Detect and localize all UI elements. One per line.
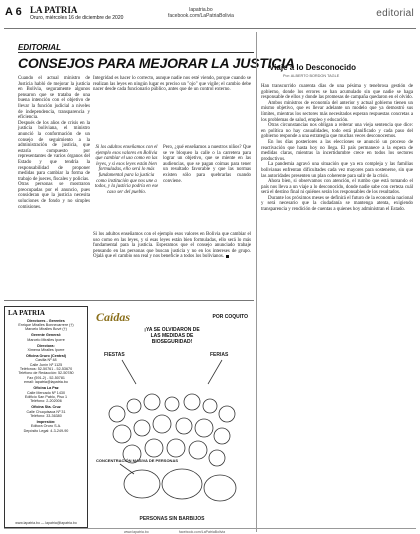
opinion-paragraph: Han transcurrido cuarenta días de una pésima y tenebrosa gestión de gobierno, donde los errores se han acumulado sin que nadie se haga responsable de ellos y donde las promesas de campaña quedaron en el olvido. bbox=[261, 84, 413, 101]
section-name: editorial bbox=[376, 8, 414, 19]
masthead-heading: Oficina La Paz bbox=[33, 386, 59, 391]
masthead-line: Calle Chuquisaca Nº 31 bbox=[26, 409, 66, 414]
masthead-block bbox=[8, 354, 84, 385]
masthead-line: Marcelo Miralles Iporre bbox=[27, 337, 65, 342]
masthead-block bbox=[8, 344, 84, 353]
page-header bbox=[0, 0, 420, 30]
masthead-heading: Gerente General: bbox=[31, 333, 61, 338]
opinion-title: Viaje a lo Desconocido bbox=[269, 63, 356, 72]
editorial-column-2-top: Integridad es hacer lo correcto, aunque nadie nos esté viendo, porque cuando se realizan las leyes en ningún lugar es preciso un "ojo" que vigile; el cambio debe nacer desde cada funcionario público, antes que de un control externo. bbox=[93, 76, 251, 93]
editorial-title: CONSEJOS PARA MEJORAR LA JUSTICIA bbox=[18, 55, 295, 71]
masthead-line: Casilla Nº 48 bbox=[35, 358, 57, 363]
issue-date: Oruro, miércoles 16 de diciembre de 2020 bbox=[30, 15, 124, 21]
opinion-paragraph: Otras circunstancias nos obligan a reiterar una vieja sentencia que dice: en política no hay casualidades, todo está planificado y cada paso del gobierno responde a una estrategia que muchas veces desconocemos. bbox=[261, 123, 413, 140]
page-footer bbox=[4, 528, 416, 534]
masthead-line: Enrique Miralles Bonnecarrere (†) bbox=[18, 322, 74, 327]
masthead-box bbox=[4, 306, 88, 528]
crowd-illustration bbox=[109, 394, 236, 501]
footer-facebook-link[interactable]: facebook.com/LaPatriaBolivia bbox=[179, 530, 226, 534]
opinion-author: Por: ALBERTO BORDON TAGLE bbox=[283, 74, 340, 78]
caption-line: BIOSEGURIDAD! bbox=[151, 338, 193, 345]
facebook-link[interactable]: facebook.com/LaPatriaBolivia bbox=[168, 13, 234, 19]
opinion-paragraph: Ahora bien, si observamos con atención, el rumbo que está tomando el país nos lleva a un viaje a lo desconocido, donde nadie sabe con certeza cuál será el destino final ni quiénes serán los responsables de los resultados. bbox=[261, 179, 413, 196]
masthead-line: Teléfono de Redacción: 52-50780 bbox=[18, 371, 74, 376]
masthead-heading: Directores - Gerentes bbox=[27, 318, 65, 323]
masthead-line: Calle Mercado Nº 1430 bbox=[26, 390, 66, 395]
header-divider bbox=[4, 28, 416, 29]
footer-site-link[interactable]: www.lapatria.bo bbox=[124, 530, 149, 534]
masthead-block bbox=[8, 405, 84, 418]
masthead-line: Marcelo Miralles Bové (†) bbox=[25, 327, 67, 332]
editorial-paragraph: Si los adultos enseñamos con el ejemplo esos valores en Bolivia que cambiar el uso como en las leyes, y si esas leyes están bien formuladas, ello será lo más fundamental para la justicia. Esperamos que el consejo anunciado trabaje pensando en las personas que buscan justicia y no en los intereses de grupo. Ojalá que el cambio sea real y nos beneficie a todos los bolivianos. bbox=[93, 232, 251, 260]
editorial-column-2-side: Pero, ¿qué enseñamos a nuestros niños? Que se ve bloqueo la calle o la carretera para lograr un objetivo, que se miente en las audiencias, que se pagan coimas para tener un resultado favorable y que las normas existen sólo para quebrarlas cuando conviene. bbox=[163, 145, 251, 184]
cartoon-byline: POR COQUITO bbox=[212, 314, 248, 320]
editorial-bottom-rule bbox=[4, 300, 254, 301]
site-link[interactable]: lapatria.bo bbox=[189, 7, 213, 13]
masthead-footer: www.lapatria.bo — lapatria@lapatria.bo bbox=[15, 521, 77, 525]
opinion-paragraph: La pandemia agravó una situación que ya era compleja y las familias bolivianas enfrentan dificultades cada vez mayores para sostenerse, sin que las autoridades presenten un plan coherente para salir de la crisis. bbox=[261, 162, 413, 179]
label-sin-barbijos: PERSONAS SIN BARBIJOS bbox=[139, 516, 205, 522]
editorial-rule bbox=[18, 52, 254, 53]
cartoon-logo: Caídas bbox=[96, 310, 131, 324]
label-concentracion: CONCENTRACIÓN MASIVA DE PERSONAS bbox=[96, 458, 179, 463]
label-ferias: FERIAS bbox=[210, 352, 229, 358]
header-links bbox=[168, 7, 234, 19]
opinion-paragraph: En los días posteriores a las elecciones se anunció un proceso de reactivación que hasta hoy no llega. El país permanece a la espera de medidas claras, mientras la incertidumbre crece en todos los sectores productivos. bbox=[261, 139, 413, 162]
masthead-heading: Oficina Oruro (Central) bbox=[26, 353, 66, 358]
masthead-heading: Impresión: bbox=[36, 420, 56, 425]
masthead-heading: Directora: bbox=[37, 343, 55, 348]
cartoon-drawing bbox=[92, 344, 252, 528]
cartoon bbox=[92, 308, 252, 530]
column-divider bbox=[256, 32, 257, 532]
editorial-paragraph: Después de los años de crisis en la justicia boliviana, el ministro anunció la conformación de un consejo de seguimiento a la administración de justicia, que estaría compuesto por representantes de varios órganos del Estado y que tendría la responsabilidad de proponer medidas para cambiar la forma de trabajo de jueces, fiscales y policías. bbox=[18, 120, 90, 182]
editorial-paragraph: Otras personas se mostraron preocupadas por el anuncio, pues consideran que la justicia necesita soluciones de fondo y no simples comisiones. bbox=[18, 182, 90, 210]
masthead-line: Ximena Miralles Iporre bbox=[27, 347, 65, 352]
editorial-column-1 bbox=[18, 76, 90, 210]
masthead-line: Teléfono: 33-36380 bbox=[30, 414, 62, 419]
masthead-title: LA PATRIA bbox=[8, 309, 45, 317]
opinion-paragraph: Ambos ministros de economía del anterior y actual gobierno tienen un mismo objetivo, que es llevar adelante un modelo que ya demostró sus límites, mientras los sectores más necesitados esperan respuestas concretas a los problemas de salud, empleo y educación. bbox=[261, 100, 413, 123]
masthead-line: Fax (591-2) - 52-50781 bbox=[27, 375, 65, 380]
masthead-line: Edificio San Pablo, Piso 1 bbox=[24, 395, 68, 399]
page-number: A 6 bbox=[5, 6, 22, 18]
cartoon-caption bbox=[92, 328, 252, 345]
caption-line: LAS MEDIDAS DE bbox=[150, 332, 194, 339]
masthead-line: Teléfono: 2-202006 bbox=[30, 399, 62, 404]
end-mark-icon bbox=[226, 255, 229, 258]
masthead-line: Editora Oruro S.A. bbox=[30, 424, 62, 429]
opinion-paragraph: Durante los próximos meses se definirá el futuro de la economía nacional y será necesario que la ciudadanía se mantenga atenta, exigiendo transparencia y rendición de cuentas a quienes hoy administran el Estado. bbox=[261, 195, 413, 213]
masthead-block bbox=[8, 333, 84, 342]
masthead-block bbox=[8, 420, 84, 433]
masthead-heading: Oficina Sta. Cruz bbox=[31, 405, 61, 410]
editorial-tag: EDITORIAL bbox=[18, 43, 61, 52]
masthead-line: Calle Junín Nº 1125 bbox=[29, 362, 63, 367]
opinion-body bbox=[261, 84, 413, 213]
pull-quote: Si los adultos enseñamos con el ejemplo esos valores en Bolivia que cambiar el uso como en las leyes, y si esos leyes están bien formuladas, ello será lo más fundamental para la justicia como institución que nos une a todos, y la justicia podría en ese caso ser del pueblo. bbox=[94, 145, 159, 195]
label-fiestas: FIESTAS bbox=[104, 352, 125, 358]
newspaper-name: LA PATRIA bbox=[30, 5, 78, 15]
masthead-line: email: lapatria@lapatria.bo bbox=[24, 380, 68, 385]
editorial-paragraph: Cuando el actual ministro de Justicia habló de mejorar la justicia en Bolivia, seguramente algunos pensaron que se trataba de una buena intención con el objetivo de llevar la función judicial a niveles de independencia, transparencia y eficiencia. bbox=[18, 76, 90, 121]
masthead-line: Depósito Legal: 4-3-249-90 bbox=[23, 428, 69, 433]
editorial-column-3 bbox=[93, 232, 251, 260]
masthead-block bbox=[8, 386, 84, 404]
caption-line: ¡YA SE OLVIDARON DE bbox=[144, 327, 200, 333]
masthead-line: Teléfonos: 52-50761 - 52-53670 bbox=[19, 367, 73, 372]
masthead-block bbox=[8, 319, 84, 332]
